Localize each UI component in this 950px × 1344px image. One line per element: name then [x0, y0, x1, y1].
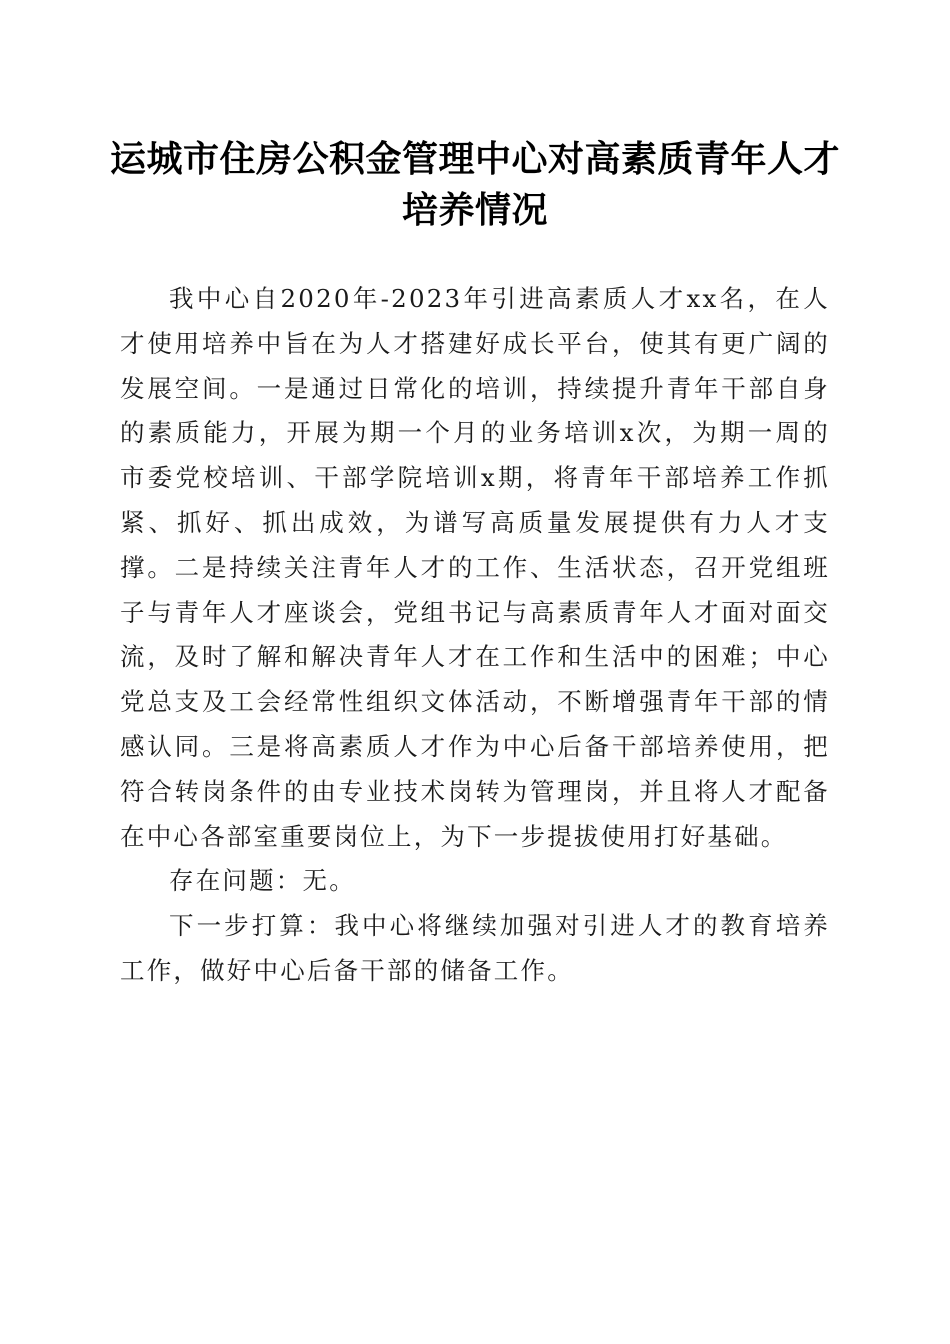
document-body	[120, 277, 830, 994]
body-paragraph-issues: 存在问题：无。	[169, 866, 356, 896]
body-paragraph-next-steps: 下一步打算：我中心将继续加强对引进人才的教育培养工作，做好中心后备干部的储备工作。	[120, 911, 830, 985]
document-title: 运城市住房公积金管理中心对高素质青年人才培养情况	[109, 138, 840, 231]
body-paragraph-main: 我中心自2020年-2023年引进高素质人才xx名，在人才使用培养中旨在为人才搭建好成长平台，使其有更广阔的发展空间。一是通过日常化的培训，持续提升青年干部自身的素质能力，开展为期一个月的业务培训x次，为期一周的市委党校培训、干部学院培训x期，将青年干部培养工作抓紧、抓好、抓出成效，为谱写高质量发展提供有力人才支撑。二是持续关注青年人才的工作、生活状态，召开党组班子与青年人才座谈会，党组书记与高素质青年人才面对面交流，及时了解和解决青年人才在工作和生活中的困难；中心党总支及工会经常性组织文体活动，不断增强青年干部的情感认同。三是将高素质人才作为中心后备干部培养使用，把符合转岗条件的由专业技术岗转为管理岗，并且将人才配备在中心各部室重要岗位上，为下一步提拔使用打好基础。	[120, 284, 830, 851]
